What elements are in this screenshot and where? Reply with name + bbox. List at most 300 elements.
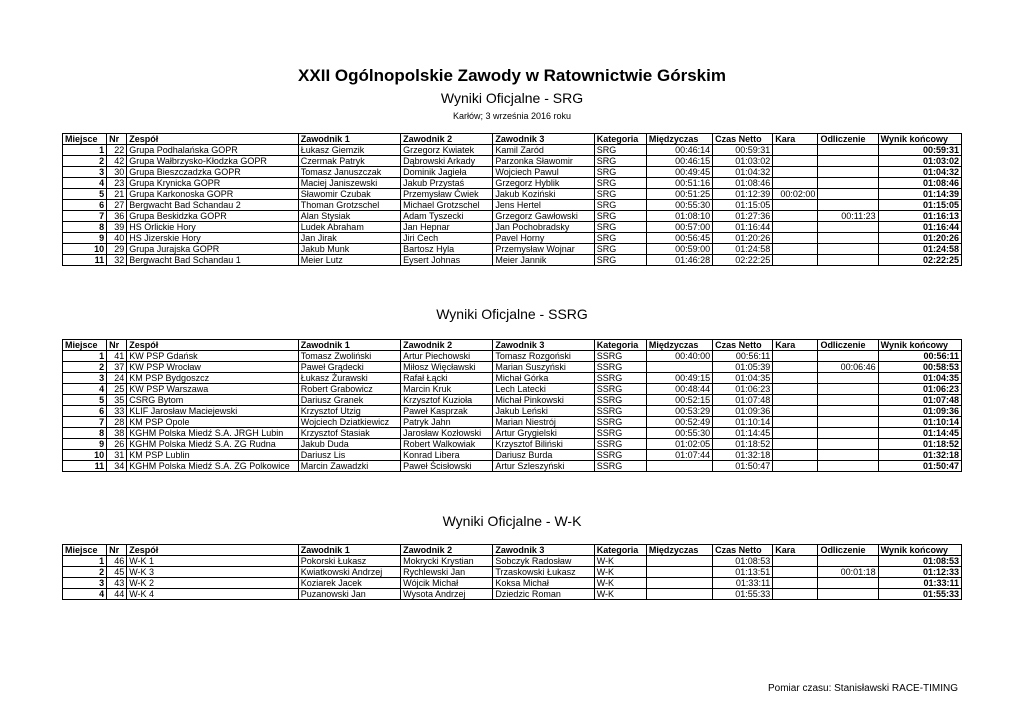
table-row xyxy=(63,395,962,406)
cell-split-time: 01:08:10 xyxy=(646,211,712,222)
cell-competitor-2: Paweł Kasprzak xyxy=(401,406,493,417)
cell-deduction xyxy=(818,406,878,417)
cell-penalty xyxy=(773,567,818,578)
cell-deduction xyxy=(818,578,878,589)
cell-split-time xyxy=(646,362,712,373)
cell-competitor-3: Artur Grygielski xyxy=(493,428,594,439)
results-table-wk xyxy=(62,544,962,600)
cell-team: Grupa Podhalańska GOPR xyxy=(127,145,299,156)
cell-place: 3 xyxy=(63,167,107,178)
cell-number: 45 xyxy=(107,567,127,578)
cell-deduction xyxy=(818,395,878,406)
cell-penalty xyxy=(773,417,818,428)
table-row xyxy=(63,384,962,395)
cell-competitor-1: Jan Jirak xyxy=(298,233,400,244)
cell-net-time: 01:04:35 xyxy=(713,373,773,384)
cell-team: Grupa Jurajska GOPR xyxy=(127,244,299,255)
cell-competitor-1: Wojciech Dziatkiewicz xyxy=(298,417,400,428)
cell-competitor-2: Krzysztof Kuzioła xyxy=(401,395,493,406)
column-header-split-time: Międzyczas xyxy=(646,340,712,351)
cell-final-result: 01:33:11 xyxy=(878,578,961,589)
cell-competitor-2: Jarosław Kozłowski xyxy=(401,428,493,439)
cell-final-result: 01:06:23 xyxy=(878,384,961,395)
cell-competitor-2: Jan Hepnar xyxy=(401,222,493,233)
column-header-net-time: Czas Netto xyxy=(713,134,773,145)
cell-competitor-3: Przemysław Wojnar xyxy=(493,244,594,255)
column-header-net-time: Czas Netto xyxy=(713,545,773,556)
cell-competitor-2: Paweł Ścisłowski xyxy=(401,461,493,472)
column-header-competitor-2: Zawodnik 2 xyxy=(401,340,493,351)
cell-competitor-1: Krzysztof Stasiak xyxy=(298,428,400,439)
table-row xyxy=(63,211,962,222)
cell-final-result: 01:20:26 xyxy=(878,233,961,244)
cell-category: SSRG xyxy=(594,362,646,373)
cell-competitor-1: Dariusz Granek xyxy=(298,395,400,406)
cell-team: KLIF Jarosław Maciejewski xyxy=(127,406,299,417)
column-header-penalty: Kara xyxy=(773,545,818,556)
cell-team: Grupa Wałbrzysko-Kłodzka GOPR xyxy=(127,156,299,167)
cell-final-result: 01:08:46 xyxy=(878,178,961,189)
cell-final-result: 01:32:18 xyxy=(878,450,961,461)
document-title: XXII Ogólnopolskie Zawody w Ratownictwie Górskim xyxy=(298,66,726,85)
table-header-row xyxy=(63,340,962,351)
cell-net-time: 02:22:25 xyxy=(713,255,773,266)
cell-split-time: 00:46:14 xyxy=(646,145,712,156)
table-row xyxy=(63,373,962,384)
cell-competitor-3: Jens Hertel xyxy=(493,200,594,211)
cell-deduction xyxy=(818,428,878,439)
cell-competitor-1: Łukasz Żurawski xyxy=(298,373,400,384)
cell-competitor-3: Dariusz Burda xyxy=(493,450,594,461)
cell-split-time xyxy=(646,461,712,472)
cell-final-result: 01:18:52 xyxy=(878,439,961,450)
section-heading-ssrg: Wyniki Oficjalne - SSRG xyxy=(436,306,588,322)
cell-split-time: 01:07:44 xyxy=(646,450,712,461)
cell-category: SSRG xyxy=(594,428,646,439)
cell-competitor-1: Meier Lutz xyxy=(298,255,400,266)
cell-team: HS Jizerskie Hory xyxy=(127,233,299,244)
cell-penalty xyxy=(773,384,818,395)
cell-competitor-1: Krzysztof Utzig xyxy=(298,406,400,417)
table-row xyxy=(63,233,962,244)
cell-split-time: 00:48:44 xyxy=(646,384,712,395)
section-heading-srg: Wyniki Oficjalne - SRG xyxy=(440,90,584,106)
cell-net-time: 01:15:05 xyxy=(713,200,773,211)
cell-team: W-K 1 xyxy=(127,556,299,567)
cell-final-result: 01:04:35 xyxy=(878,373,961,384)
cell-team: W-K 2 xyxy=(127,578,299,589)
cell-team: W-K 4 xyxy=(127,589,299,600)
cell-category: SSRG xyxy=(594,450,646,461)
column-header-final-result: Wynik końcowy xyxy=(878,134,961,145)
cell-team: KM PSP Lublin xyxy=(127,450,299,461)
cell-penalty xyxy=(773,156,818,167)
cell-final-result: 01:16:44 xyxy=(878,222,961,233)
column-header-number: Nr xyxy=(107,340,127,351)
cell-place: 9 xyxy=(63,233,107,244)
results-table-ssrg xyxy=(62,339,962,472)
cell-competitor-1: Koziarek Jacek xyxy=(298,578,400,589)
cell-net-time: 01:09:36 xyxy=(713,406,773,417)
cell-category: SRG xyxy=(594,233,646,244)
cell-competitor-1: Ludek Abraham xyxy=(298,222,400,233)
cell-split-time: 00:55:30 xyxy=(646,200,712,211)
column-header-penalty: Kara xyxy=(773,134,818,145)
cell-competitor-2: Grzegorz Kwiatek xyxy=(401,145,493,156)
cell-deduction xyxy=(818,351,878,362)
cell-category: SSRG xyxy=(594,461,646,472)
cell-net-time: 01:33:11 xyxy=(713,578,773,589)
cell-place: 3 xyxy=(63,373,107,384)
table-row xyxy=(63,417,962,428)
cell-competitor-3: Wojciech Pawul xyxy=(493,167,594,178)
cell-team: HS Orlickie Hory xyxy=(127,222,299,233)
cell-category: SRG xyxy=(594,222,646,233)
cell-competitor-3: Meier Jannik xyxy=(493,255,594,266)
cell-competitor-3: Jakub Leński xyxy=(493,406,594,417)
cell-number: 46 xyxy=(107,556,127,567)
cell-team: Grupa Beskidzka GOPR xyxy=(127,211,299,222)
cell-category: SRG xyxy=(594,255,646,266)
cell-category: SSRG xyxy=(594,384,646,395)
cell-place: 4 xyxy=(63,178,107,189)
cell-final-result: 01:09:36 xyxy=(878,406,961,417)
cell-competitor-1: Maciej Janiszewski xyxy=(298,178,400,189)
cell-competitor-2: Dąbrowski Arkady xyxy=(401,156,493,167)
cell-team: KM PSP Bydgoszcz xyxy=(127,373,299,384)
cell-number: 31 xyxy=(107,450,127,461)
cell-penalty xyxy=(773,362,818,373)
cell-competitor-2: Wysota Andrzej xyxy=(401,589,493,600)
cell-category: W-K xyxy=(594,589,646,600)
cell-penalty xyxy=(773,351,818,362)
cell-category: W-K xyxy=(594,578,646,589)
cell-number: 38 xyxy=(107,428,127,439)
cell-place: 6 xyxy=(63,200,107,211)
table-row xyxy=(63,567,962,578)
cell-deduction xyxy=(818,145,878,156)
cell-split-time: 00:59:00 xyxy=(646,244,712,255)
column-header-deduction: Odliczenie xyxy=(818,340,878,351)
cell-penalty xyxy=(773,200,818,211)
cell-number: 33 xyxy=(107,406,127,417)
results-table-srg xyxy=(62,133,962,266)
cell-team: KGHM Polska Miedź S.A. ZG Polkowice xyxy=(127,461,299,472)
column-header-competitor-2: Zawodnik 2 xyxy=(401,134,493,145)
cell-split-time: 00:52:49 xyxy=(646,417,712,428)
cell-net-time: 01:03:02 xyxy=(713,156,773,167)
column-header-team: Zespół xyxy=(127,545,299,556)
cell-competitor-3: Jakub Koziński xyxy=(493,189,594,200)
cell-competitor-1: Jakub Duda xyxy=(298,439,400,450)
cell-category: SSRG xyxy=(594,373,646,384)
cell-number: 32 xyxy=(107,255,127,266)
cell-final-result: 01:10:14 xyxy=(878,417,961,428)
cell-split-time xyxy=(646,567,712,578)
cell-split-time: 00:46:15 xyxy=(646,156,712,167)
cell-number: 24 xyxy=(107,373,127,384)
cell-competitor-3: Trzaskowski Łukasz xyxy=(493,567,594,578)
cell-split-time xyxy=(646,589,712,600)
cell-number: 30 xyxy=(107,167,127,178)
column-header-number: Nr xyxy=(107,545,127,556)
cell-number: 42 xyxy=(107,156,127,167)
event-date-location: Karłów; 3 września 2016 roku xyxy=(452,111,572,121)
cell-deduction xyxy=(818,450,878,461)
cell-competitor-3: Artur Szleszyński xyxy=(493,461,594,472)
cell-net-time: 01:16:44 xyxy=(713,222,773,233)
cell-competitor-2: Eysert Johnas xyxy=(401,255,493,266)
cell-competitor-2: Jiri Cech xyxy=(401,233,493,244)
cell-category: SSRG xyxy=(594,406,646,417)
cell-net-time: 01:12:39 xyxy=(713,189,773,200)
cell-net-time: 01:05:39 xyxy=(713,362,773,373)
table-row xyxy=(63,156,962,167)
cell-deduction xyxy=(818,461,878,472)
cell-team: Bergwacht Bad Schandau 2 xyxy=(127,200,299,211)
column-header-place: Miejsce xyxy=(63,545,107,556)
cell-split-time: 00:49:45 xyxy=(646,167,712,178)
cell-number: 23 xyxy=(107,178,127,189)
table-row xyxy=(63,189,962,200)
cell-number: 29 xyxy=(107,244,127,255)
cell-category: SRG xyxy=(594,156,646,167)
cell-number: 36 xyxy=(107,211,127,222)
cell-place: 4 xyxy=(63,384,107,395)
cell-place: 4 xyxy=(63,589,107,600)
column-header-deduction: Odliczenie xyxy=(818,545,878,556)
cell-competitor-1: Thoman Grotzschel xyxy=(298,200,400,211)
cell-deduction: 00:11:23 xyxy=(818,211,878,222)
timing-credit: Pomiar czasu: Stanisławski RACE-TIMING xyxy=(768,683,959,694)
cell-number: 44 xyxy=(107,589,127,600)
column-header-team: Zespół xyxy=(127,340,299,351)
cell-competitor-3: Tomasz Rozgoński xyxy=(493,351,594,362)
cell-final-result: 00:56:11 xyxy=(878,351,961,362)
column-header-place: Miejsce xyxy=(63,340,107,351)
cell-competitor-2: Marcin Kruk xyxy=(401,384,493,395)
cell-final-result: 01:08:53 xyxy=(878,556,961,567)
cell-penalty xyxy=(773,145,818,156)
cell-category: SSRG xyxy=(594,417,646,428)
cell-deduction xyxy=(818,167,878,178)
column-header-category: Kategoria xyxy=(594,340,646,351)
column-header-final-result: Wynik końcowy xyxy=(878,545,961,556)
cell-number: 43 xyxy=(107,578,127,589)
column-header-team: Zespół xyxy=(127,134,299,145)
cell-place: 9 xyxy=(63,439,107,450)
cell-penalty xyxy=(773,244,818,255)
cell-net-time: 00:56:11 xyxy=(713,351,773,362)
table-row xyxy=(63,556,962,567)
cell-penalty xyxy=(773,211,818,222)
cell-split-time: 01:02:05 xyxy=(646,439,712,450)
cell-place: 8 xyxy=(63,222,107,233)
cell-competitor-3: Michał Górka xyxy=(493,373,594,384)
cell-place: 8 xyxy=(63,428,107,439)
table-row xyxy=(63,362,962,373)
cell-place: 2 xyxy=(63,362,107,373)
cell-place: 1 xyxy=(63,351,107,362)
cell-net-time: 01:27:36 xyxy=(713,211,773,222)
cell-number: 37 xyxy=(107,362,127,373)
cell-team: W-K 3 xyxy=(127,567,299,578)
cell-competitor-1: Tomasz Januszczak xyxy=(298,167,400,178)
table-row xyxy=(63,244,962,255)
table-header-row xyxy=(63,545,962,556)
cell-penalty xyxy=(773,233,818,244)
table-row xyxy=(63,178,962,189)
cell-penalty xyxy=(773,222,818,233)
cell-category: SRG xyxy=(594,200,646,211)
cell-competitor-3: Sobczyk Radosław xyxy=(493,556,594,567)
cell-place: 11 xyxy=(63,255,107,266)
cell-team: KGHM Polska Miedź S.A. ZG Rudna xyxy=(127,439,299,450)
column-header-category: Kategoria xyxy=(594,134,646,145)
table-header-row xyxy=(63,134,962,145)
column-header-competitor-1: Zawodnik 1 xyxy=(298,134,400,145)
table-row xyxy=(63,167,962,178)
cell-place: 2 xyxy=(63,156,107,167)
cell-place: 5 xyxy=(63,395,107,406)
cell-number: 39 xyxy=(107,222,127,233)
cell-competitor-1: Sławomir Czubak xyxy=(298,189,400,200)
cell-team: KW PSP Warszawa xyxy=(127,384,299,395)
cell-final-result: 01:15:05 xyxy=(878,200,961,211)
cell-category: SRG xyxy=(594,145,646,156)
cell-split-time: 00:53:29 xyxy=(646,406,712,417)
cell-competitor-2: Mokrycki Krystian xyxy=(401,556,493,567)
column-header-competitor-1: Zawodnik 1 xyxy=(298,340,400,351)
cell-net-time: 01:24:58 xyxy=(713,244,773,255)
cell-team: KGHM Polska Miedź S.A. JRGH Lubin xyxy=(127,428,299,439)
cell-net-time: 01:08:46 xyxy=(713,178,773,189)
cell-team: KM PSP Opole xyxy=(127,417,299,428)
cell-net-time: 01:07:48 xyxy=(713,395,773,406)
cell-competitor-2: Konrad Libera xyxy=(401,450,493,461)
cell-deduction xyxy=(818,373,878,384)
column-header-category: Kategoria xyxy=(594,545,646,556)
cell-category: W-K xyxy=(594,567,646,578)
cell-deduction xyxy=(818,222,878,233)
cell-split-time: 00:51:16 xyxy=(646,178,712,189)
cell-penalty xyxy=(773,589,818,600)
cell-net-time: 01:20:26 xyxy=(713,233,773,244)
cell-final-result: 01:03:02 xyxy=(878,156,961,167)
column-header-deduction: Odliczenie xyxy=(818,134,878,145)
cell-number: 26 xyxy=(107,439,127,450)
cell-deduction xyxy=(818,156,878,167)
cell-number: 35 xyxy=(107,395,127,406)
cell-competitor-2: Dominik Jagieła xyxy=(401,167,493,178)
table-row xyxy=(63,406,962,417)
cell-competitor-1: Dariusz Lis xyxy=(298,450,400,461)
cell-number: 41 xyxy=(107,351,127,362)
cell-net-time: 01:50:47 xyxy=(713,461,773,472)
cell-place: 2 xyxy=(63,567,107,578)
cell-penalty: 00:02:00 xyxy=(773,189,818,200)
table-row xyxy=(63,439,962,450)
cell-place: 11 xyxy=(63,461,107,472)
cell-competitor-3: Dziedzic Roman xyxy=(493,589,594,600)
cell-penalty xyxy=(773,428,818,439)
cell-category: SSRG xyxy=(594,351,646,362)
table-row xyxy=(63,222,962,233)
cell-competitor-3: Lech Latecki xyxy=(493,384,594,395)
cell-number: 25 xyxy=(107,384,127,395)
cell-category: SRG xyxy=(594,189,646,200)
cell-split-time: 00:40:00 xyxy=(646,351,712,362)
cell-team: KW PSP Gdańsk xyxy=(127,351,299,362)
table-row xyxy=(63,145,962,156)
column-header-place: Miejsce xyxy=(63,134,107,145)
cell-competitor-2: Michael Grotzschel xyxy=(401,200,493,211)
column-header-competitor-3: Zawodnik 3 xyxy=(493,545,594,556)
cell-deduction xyxy=(818,417,878,428)
table-row xyxy=(63,200,962,211)
cell-penalty xyxy=(773,556,818,567)
cell-net-time: 01:10:14 xyxy=(713,417,773,428)
column-header-split-time: Międzyczas xyxy=(646,134,712,145)
cell-final-result: 00:59:31 xyxy=(878,145,961,156)
cell-competitor-2: Jakub Przystaś xyxy=(401,178,493,189)
column-header-competitor-3: Zawodnik 3 xyxy=(493,134,594,145)
cell-category: SRG xyxy=(594,244,646,255)
cell-competitor-3: Jan Pochobradsky xyxy=(493,222,594,233)
cell-deduction xyxy=(818,439,878,450)
cell-competitor-2: Robert Walkowiak xyxy=(401,439,493,450)
cell-penalty xyxy=(773,167,818,178)
column-header-competitor-1: Zawodnik 1 xyxy=(298,545,400,556)
cell-split-time: 00:55:30 xyxy=(646,428,712,439)
cell-competitor-1: Pokorski Łukasz xyxy=(298,556,400,567)
cell-category: SSRG xyxy=(594,439,646,450)
table-row xyxy=(63,428,962,439)
cell-competitor-3: Michał Pinkowski xyxy=(493,395,594,406)
cell-place: 1 xyxy=(63,556,107,567)
cell-competitor-3: Pavel Horny xyxy=(493,233,594,244)
cell-competitor-3: Parzonka Sławomir xyxy=(493,156,594,167)
cell-competitor-1: Puzanowski Jan xyxy=(298,589,400,600)
cell-competitor-2: Miłosz Więcławski xyxy=(401,362,493,373)
cell-net-time: 01:08:53 xyxy=(713,556,773,567)
column-header-net-time: Czas Netto xyxy=(713,340,773,351)
cell-category: SRG xyxy=(594,211,646,222)
cell-category: SRG xyxy=(594,167,646,178)
cell-final-result: 01:14:39 xyxy=(878,189,961,200)
cell-competitor-3: Koksa Michał xyxy=(493,578,594,589)
cell-penalty xyxy=(773,373,818,384)
cell-split-time xyxy=(646,556,712,567)
cell-net-time: 01:18:52 xyxy=(713,439,773,450)
cell-team: Grupa Karkonoska GOPR xyxy=(127,189,299,200)
cell-deduction: 00:06:46 xyxy=(818,362,878,373)
cell-place: 5 xyxy=(63,189,107,200)
cell-penalty xyxy=(773,450,818,461)
cell-penalty xyxy=(773,578,818,589)
cell-competitor-3: Kamil Zaród xyxy=(493,145,594,156)
cell-net-time: 01:13:51 xyxy=(713,567,773,578)
cell-deduction xyxy=(818,244,878,255)
cell-competitor-1: Tomasz Zwoliński xyxy=(298,351,400,362)
cell-final-result: 00:58:53 xyxy=(878,362,961,373)
cell-team: KW PSP Wrocław xyxy=(127,362,299,373)
cell-place: 10 xyxy=(63,244,107,255)
cell-competitor-1: Marcin Zawadzki xyxy=(298,461,400,472)
cell-team: Grupa Bieszczadzka GOPR xyxy=(127,167,299,178)
cell-competitor-2: Patryk Jahn xyxy=(401,417,493,428)
cell-competitor-1: Czermak Patryk xyxy=(298,156,400,167)
